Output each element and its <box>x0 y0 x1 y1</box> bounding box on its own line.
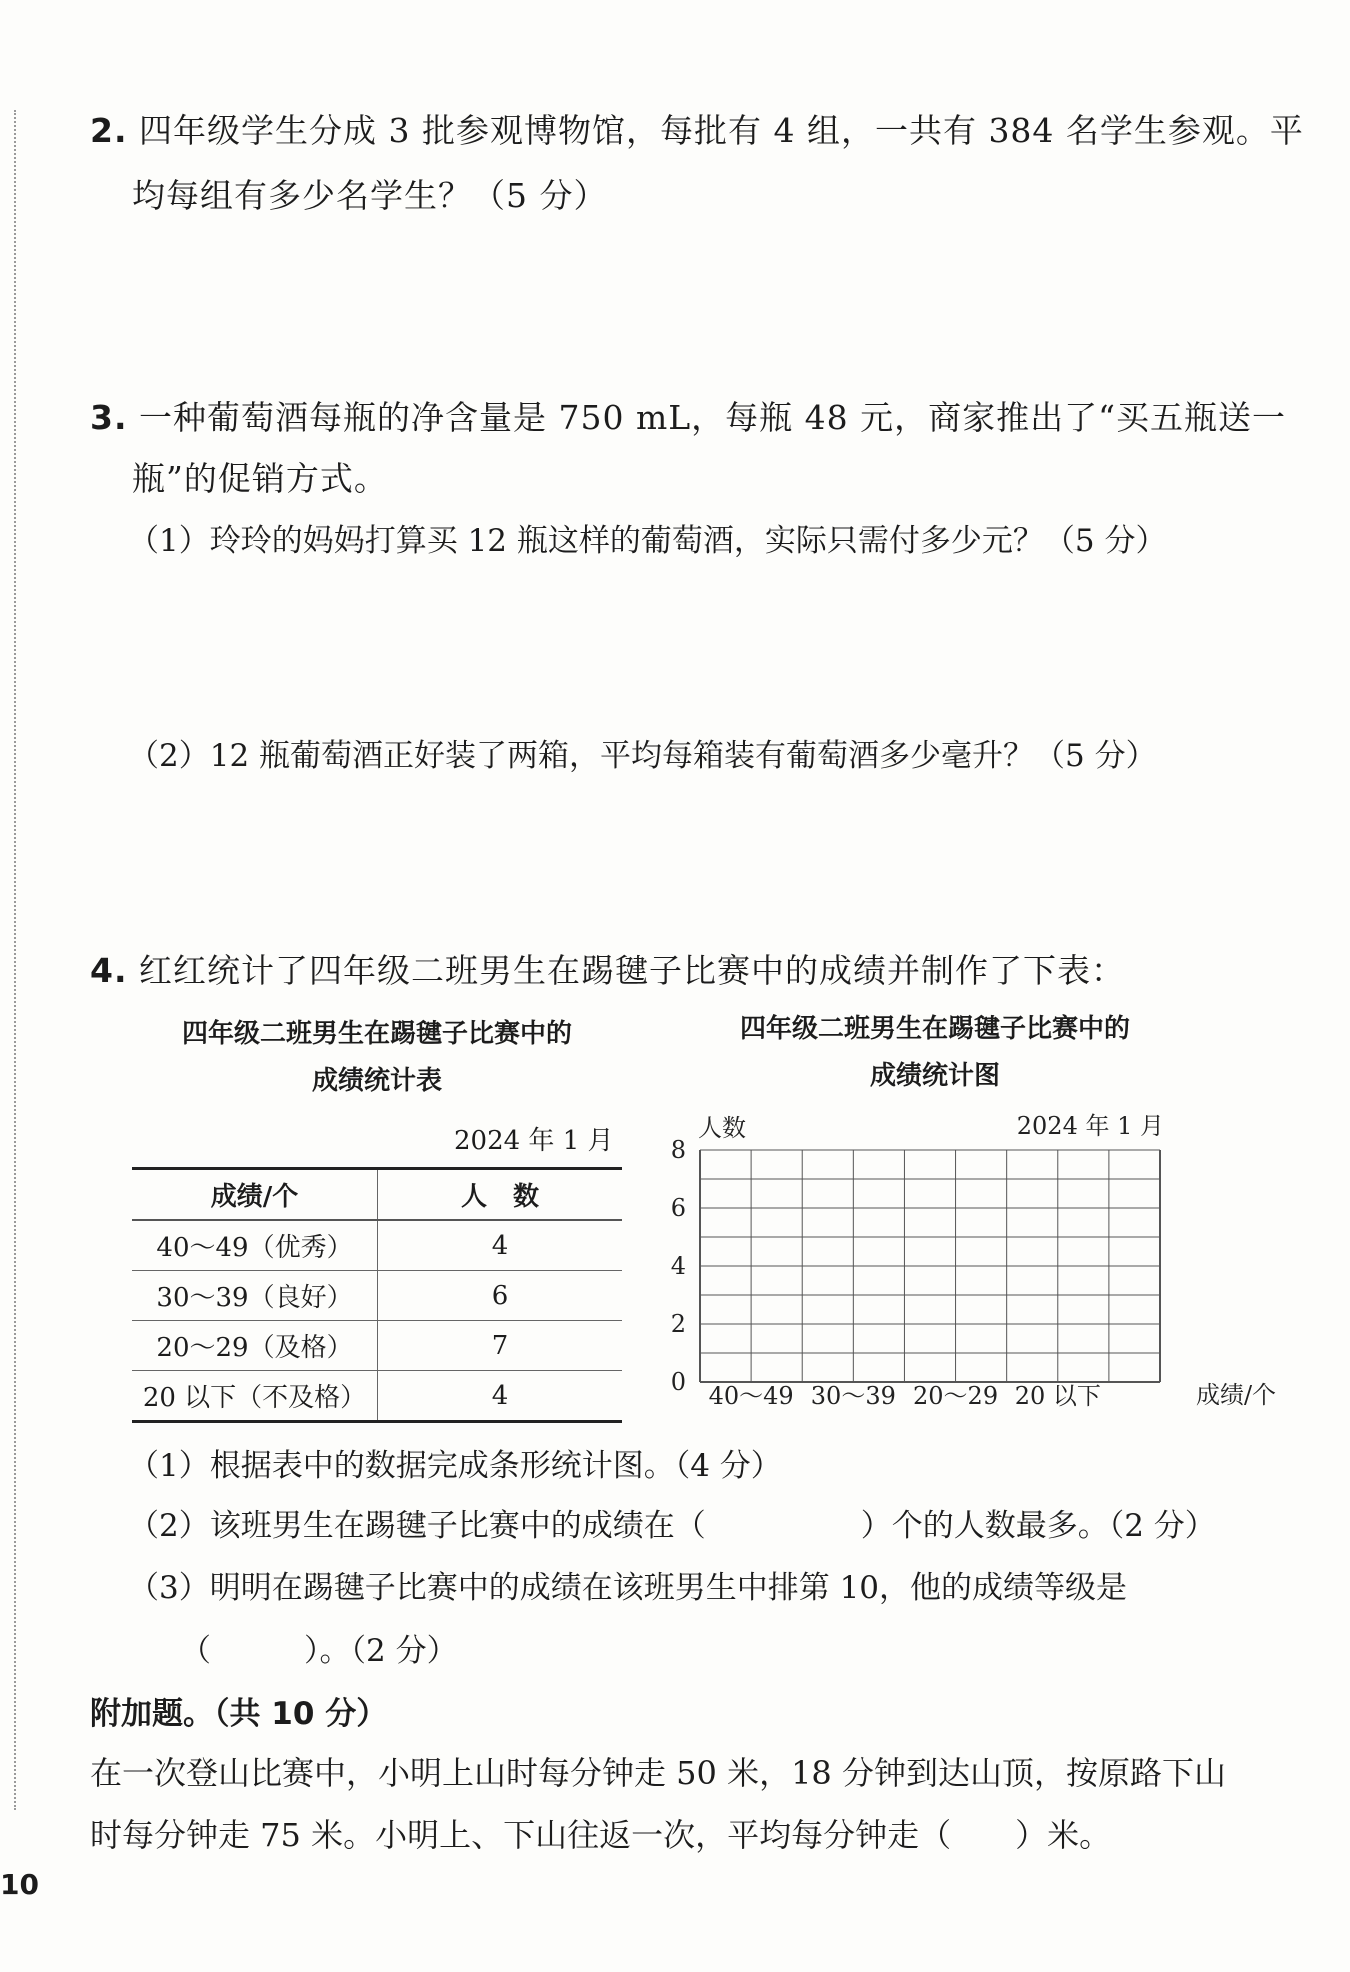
table-cell-score: 20 以下（不及格） <box>132 1371 378 1422</box>
table-cell-score: 20～29（及格） <box>132 1321 378 1371</box>
q3-sub-2: （2）12 瓶葡萄酒正好装了两箱，平均每箱装有葡萄酒多少毫升？（5 分） <box>128 738 1157 774</box>
bonus-line-1: 在一次登山比赛中，小明上山时每分钟走 50 米，18 分钟到达山顶，按原路下山 <box>90 1754 1226 1792</box>
chart-xlabel: 成绩/个 <box>1195 1381 1277 1409</box>
q4-sub-3-line-2: （ ）。（2 分） <box>180 1633 458 1669</box>
chart-title-1: 四年级二班男生在踢毽子比赛中的 <box>739 1014 1130 1044</box>
q2-line-1 <box>90 105 1304 152</box>
table-row <box>132 1271 622 1321</box>
chart-title-2: 成绩统计图 <box>869 1061 1000 1091</box>
table-cell-count: 4 <box>378 1371 623 1422</box>
table-title-2: 成绩统计表 <box>311 1066 442 1096</box>
q2-number: 2. <box>90 111 128 150</box>
page-number: 10 <box>0 1868 39 1901</box>
bonus-heading <box>90 1688 387 1733</box>
q3-sub-1: （1）玲玲的妈妈打算买 12 瓶这样的葡萄酒，实际只需付多少元？（5 分） <box>128 523 1167 559</box>
table-header-count: 人 数 <box>378 1169 623 1221</box>
bonus-heading-b: 10 分 <box>271 1696 357 1732</box>
table-cell-score: 30～39（良好） <box>132 1271 378 1321</box>
y-tick-label: 6 <box>670 1194 686 1222</box>
y-tick-label: 4 <box>670 1252 686 1280</box>
x-category-label: 30～39 <box>810 1382 896 1410</box>
bar-chart <box>660 1100 1277 1420</box>
chart-ylabel: 人数 <box>698 1114 746 1142</box>
table-row <box>132 1371 622 1422</box>
q4-sub-1: （1）根据表中的数据完成条形统计图。（4 分） <box>128 1448 782 1484</box>
chart-date: 2024 年 1 月 <box>1016 1112 1164 1140</box>
y-tick-label: 8 <box>670 1136 686 1164</box>
q2-text-1: 四年级学生分成 3 批参观博物馆，每批有 4 组，一共有 384 名学生参观。平 <box>139 111 1304 150</box>
table-row <box>132 1321 622 1371</box>
binding-dotted-line <box>14 110 16 1810</box>
q4-intro: 红红统计了四年级二班男生在踢毽子比赛中的成绩并制作了下表： <box>139 951 1125 990</box>
table-header-score: 成绩/个 <box>132 1169 378 1221</box>
table-title-1: 四年级二班男生在踢毽子比赛中的 <box>181 1019 572 1049</box>
y-tick-label: 0 <box>670 1368 686 1396</box>
table-cell-count: 6 <box>378 1271 623 1321</box>
q4-line-1 <box>90 945 1125 992</box>
x-category-label: 20～29 <box>913 1382 999 1410</box>
q3-text-1: 一种葡萄酒每瓶的净含量是 750 mL，每瓶 48 元，商家推出了“买五瓶送一 <box>139 398 1287 437</box>
bonus-line-2: 时每分钟走 75 米。小明上、下山往返一次，平均每分钟走（ ）米。 <box>90 1816 1112 1854</box>
bonus-heading-c: ） <box>356 1696 388 1732</box>
q4-sub-3-line-1: （3）明明在踢毽子比赛中的成绩在该班男生中排第 10，他的成绩等级是 <box>128 1570 1128 1606</box>
score-table <box>132 1167 622 1423</box>
table-header-row <box>132 1169 622 1221</box>
q4-sub-2: （2）该班男生在踢毽子比赛中的成绩在（ ）个的人数最多。（2 分） <box>128 1508 1216 1544</box>
q2-text-2: 均每组有多少名学生？（5 分） <box>132 176 608 215</box>
table-cell-count: 7 <box>378 1321 623 1371</box>
table-cell-score: 40～49（优秀） <box>132 1220 378 1271</box>
table-row <box>132 1220 622 1271</box>
q3-line-1 <box>90 392 1286 439</box>
x-category-label: 20 以下 <box>1014 1382 1101 1410</box>
bonus-heading-a: 附加题。（共 <box>90 1696 272 1732</box>
table-date: 2024 年 1 月 <box>454 1126 614 1156</box>
q4-number: 4. <box>90 951 128 990</box>
q3-number: 3. <box>90 398 128 437</box>
x-category-label: 40～49 <box>708 1382 794 1410</box>
table-cell-count: 4 <box>378 1220 623 1271</box>
y-tick-label: 2 <box>670 1310 686 1338</box>
q3-text-2: 瓶”的促销方式。 <box>132 459 388 498</box>
